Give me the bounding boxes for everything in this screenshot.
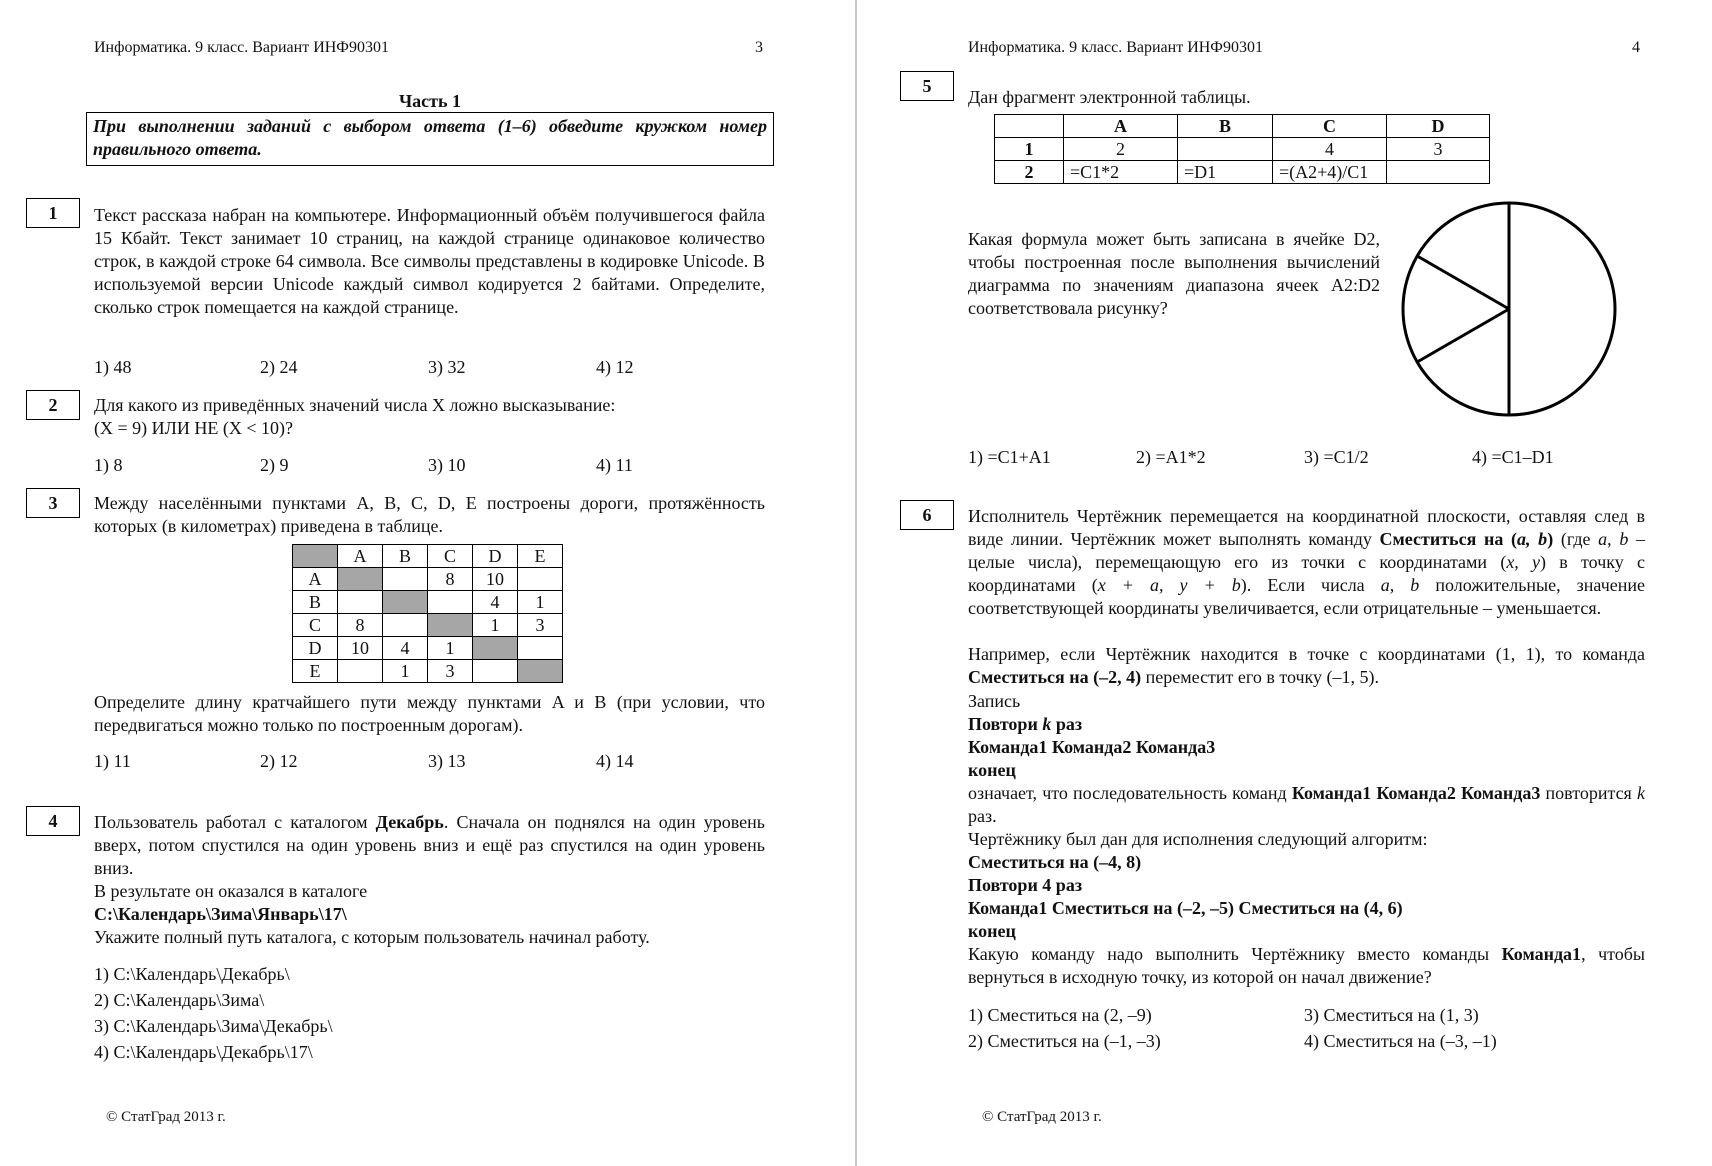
table-row-label: 1 [995,138,1064,161]
question-1-text: Текст рассказа набран на компьютере. Информационный объём получившегося файла 15 Кбайт. Текст занимает 10 страниц, на каждой странице одинаковое количество строк, в каждой строке 64 символа. Все символы представлены в кодировке Unicode. В используемой версии Unicode каждый символ кодируется 2 байтами. Определите, сколько строк помещается на каждой странице. [94,205,765,317]
question-6-ask [968,943,1645,989]
table-row-label: D [293,637,338,660]
table-cell: 4 [383,637,428,660]
q5-option-1[interactable]: 1) =C1+A1 [968,447,1051,467]
q5-option-3[interactable]: 3) =C1/2 [1304,447,1369,467]
table-row-label: E [293,660,338,683]
table-cell [428,614,473,637]
table-cell [1387,161,1490,184]
question-2-line-1: Для какого из приведённых значений числа X ложно высказывание: [94,395,616,415]
question-4-path: С:\Календарь\Зима\Январь\17\ [94,904,347,924]
q6-option-1[interactable]: 1) Сместиться на (2, –9) [968,1005,1152,1025]
question-6-paragraph-2 [968,643,1645,689]
table-cell [518,568,563,591]
command-name [1380,529,1554,549]
table-row [995,138,1490,161]
command-name: Команда1 Команда2 Команда3 [1291,783,1541,803]
table-cell [338,568,383,591]
question-number-6: 6 [900,500,954,530]
question-6-given: Чертёжнику был дан для исполнения следующий алгоритм: [968,829,1428,849]
table-cell [1178,138,1273,161]
table-cell: 4 [473,591,518,614]
q4-option-4[interactable]: 4) С:\Календарь\Декабрь\17\ [94,1042,313,1062]
copyright: © СтатГрад 2013 г. [982,1109,1102,1125]
q5-option-4[interactable]: 4) =C1–D1 [1472,447,1554,467]
text-fragment: – целые числа), перемещающую его из точки с координатами ( [968,529,1645,572]
table-row [293,637,563,660]
table-row [995,161,1490,184]
text-fragment: раз. [968,806,997,826]
q6-option-3[interactable]: 3) Сместиться на (1, 3) [1304,1005,1479,1025]
text-fragment: x, y [1506,552,1541,572]
q6-option-4[interactable]: 4) Сместиться на (–3, –1) [1304,1031,1497,1051]
table-cell: =D1 [1178,161,1273,184]
repeat-k-line [968,713,1082,736]
q4-option-2[interactable]: 2) С:\Календарь\Зима\ [94,990,265,1010]
question-2-line-2: (X = 9) ИЛИ НЕ (X < 10)? [94,418,293,438]
page-number: 3 [755,39,763,56]
question-number-4: 4 [26,806,80,836]
question-number-2: 2 [26,390,80,420]
table-row [293,591,563,614]
table-cell [338,591,383,614]
text-fragment: Исполнитель Чертёжник перемещается на координатной плоскости, оставляя след в виде линии. Чертёжник может выполнять команду [968,506,1645,549]
table-cell [473,660,518,683]
table-cell: 1 [473,614,518,637]
table-cell [338,660,383,683]
table-corner-cell [995,115,1064,138]
pie-slices [1417,203,1509,415]
q3-option-4[interactable]: 4) 14 [596,751,634,771]
q1-option-3[interactable]: 3) 32 [428,357,466,377]
question-number-3: 3 [26,488,80,518]
table-cell [383,614,428,637]
question-6-means [968,782,1645,828]
commands-line: Команда1 Команда2 Команда3 [968,737,1216,757]
text-fragment: , [1607,529,1620,549]
question-number-5: 5 [900,71,954,101]
table-row-label: A [293,568,338,591]
question-6-zapis: Запись [968,691,1021,711]
text-fragment: раз [1051,714,1083,734]
table-corner-cell [293,545,338,568]
table-header-cell: A [1064,115,1178,138]
table-header-cell: D [1387,115,1490,138]
table-cell: =C1*2 [1064,161,1178,184]
table-row [293,568,563,591]
q4-option-3[interactable]: 3) С:\Календарь\Зима\Декабрь\ [94,1016,333,1036]
q2-option-2[interactable]: 2) 9 [260,455,289,475]
text-fragment: Сместиться на ( [1379,529,1518,549]
table-cell: 2 [1064,138,1178,161]
text-fragment: означает, что последовательность команд [968,783,1292,803]
table-cell [383,591,428,614]
text-fragment: k [1042,714,1052,734]
page-4 [858,0,1712,1166]
table-cell: 8 [338,614,383,637]
page-header: Информатика. 9 класс. Вариант ИНФ90301 [968,39,1263,56]
spreadsheet-table [994,114,1490,184]
text-fragment: a, b [1517,529,1548,549]
question-3-question: Определите длину кратчайшего пути между пунктами A и B (при условии, что передвигаться можно только по построенным дорогам). [94,692,765,735]
text-fragment: положительные, значение соответствующей координаты увеличивается, если отрицательные – уменьшается. [968,575,1645,618]
table-row [293,660,563,683]
table-header-row [293,545,563,568]
table-cell: =(A2+4)/C1 [1273,161,1387,184]
table-cell: 1 [383,660,428,683]
text-fragment: , чтобы вернуться в исходную точку, из которой он начал движение? [968,944,1645,987]
table-cell: 3 [1387,138,1490,161]
table-header-cell: C [428,545,473,568]
algorithm-line-1: Сместиться на (–4, 8) [968,852,1142,872]
text-fragment: . Сначала он поднялся на один уровень вверх, потом спустился на один уровень вниз и ещё раз спустился на один уровень вниз. [94,812,765,878]
q3-option-3[interactable]: 3) 13 [428,751,466,771]
q1-option-1[interactable]: 1) 48 [94,357,132,377]
question-4-result-line: В результате он оказался в каталоге [94,881,368,901]
table-header-cell: C [1273,115,1387,138]
q4-option-1[interactable]: 1) С:\Календарь\Декабрь\ [94,964,290,984]
instruction-box: При выполнении заданий с выбором ответа (1–6) обведите кружком номер правильного ответа. [86,112,774,166]
algorithm-line-2: Повтори 4 раз [968,875,1083,895]
question-6-paragraph-1 [968,505,1645,620]
table-header-cell: E [518,545,563,568]
part-title: Часть 1 [398,91,462,111]
table-header-cell: D [473,545,518,568]
table-header-cell: A [338,545,383,568]
question-4-question: Укажите полный путь каталога, с которым пользователь начинал работу. [94,927,650,947]
q6-option-2[interactable]: 2) Сместиться на (–1, –3) [968,1031,1161,1051]
command-name: Сместиться на (–2, 4) [968,667,1142,687]
table-cell: 1 [518,591,563,614]
table-cell: 10 [338,637,383,660]
text-fragment: (где [1553,529,1599,549]
q2-option-3[interactable]: 3) 10 [428,455,466,475]
catalog-name: Декабрь [375,812,444,832]
text-fragment: Повтори [968,714,1043,734]
q1-option-2[interactable]: 2) 24 [260,357,298,377]
text-fragment: a [1380,575,1390,595]
table-cell [383,568,428,591]
text-fragment: повторится [1540,783,1637,803]
text-fragment: a [1598,529,1608,549]
text-fragment: b [1410,575,1420,595]
question-5-intro: Дан фрагмент электронной таблицы. [968,87,1251,107]
pie-slice-boundary [1417,309,1509,362]
q3-option-1[interactable]: 1) 11 [94,751,131,771]
table-cell: 3 [428,660,473,683]
table-row-label: 2 [995,161,1064,184]
question-3-text: Между населёнными пунктами A, B, C, D, E построены дороги, протяжённость которых (в километрах) приведена в таблице. [94,493,765,536]
q1-option-4[interactable]: 4) 12 [596,357,634,377]
table-cell [518,660,563,683]
table-cell: 10 [473,568,518,591]
text-fragment: b [1619,529,1629,549]
table-cell: 8 [428,568,473,591]
q2-option-1[interactable]: 1) 8 [94,455,123,475]
text-fragment: Пользователь работал с каталогом [94,812,376,832]
text-fragment: x + a, y + b [1097,575,1241,595]
pie-slice-boundary [1417,256,1509,309]
text-fragment: ). Если числа [1240,575,1381,595]
text-fragment: переместит его в точку (–1, 5). [1141,667,1380,687]
page-number: 4 [1632,39,1640,56]
table-header-cell: B [383,545,428,568]
text-fragment: Например, если Чертёжник находится в точке с координатами (1, 1), то команда [968,644,1645,664]
end-line: конец [968,760,1016,780]
table-header-cell: B [1178,115,1273,138]
table-cell [518,637,563,660]
table-cell [428,591,473,614]
command-name: Команда1 [1501,944,1582,964]
table-cell: 4 [1273,138,1387,161]
text-fragment: Какую команду надо выполнить Чертёжнику вместо команды [968,944,1502,964]
q2-option-4[interactable]: 4) 11 [596,455,633,475]
copyright: © СтатГрад 2013 г. [106,1109,226,1125]
q5-option-2[interactable]: 2) =A1*2 [1136,447,1206,467]
pie-chart [1396,196,1622,422]
table-row [293,614,563,637]
distance-table [292,544,563,683]
algorithm-line-4: конец [968,921,1016,941]
question-number-1: 1 [26,198,80,228]
question-5-question: Какая формула может быть записана в ячейке D2, чтобы построенная после выполнения вычислений диаграмма по значениям диапазона ячеек A2:D2 соответствовала рисунку? [968,229,1380,318]
page-header: Информатика. 9 класс. Вариант ИНФ90301 [94,39,389,56]
text-fragment: , [1389,575,1411,595]
text-fragment: k [1637,783,1645,803]
table-row-label: B [293,591,338,614]
table-cell: 3 [518,614,563,637]
table-header-row [995,115,1490,138]
table-cell: 1 [428,637,473,660]
algorithm-line-3: Команда1 Сместиться на (–2, –5) Сместиться на (4, 6) [968,898,1403,918]
text-fragment: ) [1547,529,1554,549]
table-cell [473,637,518,660]
text-fragment: ) в точку с координатами ( [968,552,1645,595]
table-row-label: C [293,614,338,637]
q3-option-2[interactable]: 2) 12 [260,751,298,771]
question-4-text [94,811,765,880]
